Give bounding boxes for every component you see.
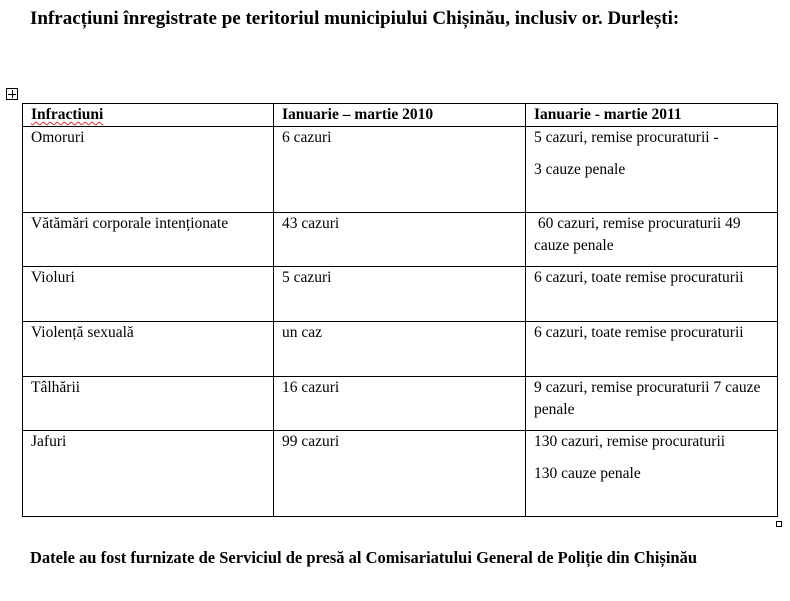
cases-2011-cell: [526, 127, 778, 213]
table-header-row: [23, 104, 778, 127]
crime-cell: Omoruri: [23, 127, 274, 213]
cases-2010-cell: un caz: [274, 322, 526, 377]
crime-cell: Jafuri: [23, 431, 274, 517]
header-2010: Ianuarie – martie 2010: [274, 104, 526, 127]
source-footnote: Datele au fost furnizate de Serviciul de presă al Comisariatului General de Poliție din Chișinău: [30, 548, 698, 567]
header-crimes-text: Infractiuni: [31, 106, 104, 123]
crime-cell: Violență sexuală: [23, 322, 274, 377]
table-row: [23, 377, 778, 431]
crime-statistics-table: [22, 103, 778, 517]
header-2011: [526, 104, 778, 127]
cases-2011-cell: 6 cazuri, toate remise procuraturii: [526, 267, 778, 322]
crime-cell: Violuri: [23, 267, 274, 322]
cases-2011-cell: 60 cazuri, remise procuraturii 49 cauze penale: [526, 213, 778, 267]
cases-2010-cell: 6 cazuri: [274, 127, 526, 213]
table-row: [23, 431, 778, 517]
cases-2010-cell: 16 cazuri: [274, 377, 526, 431]
crime-cell: Vătămări corporale intenționate: [23, 213, 274, 267]
cases-2011-text: 5 cazuri, remise procuraturii -: [534, 129, 719, 146]
cases-2010-cell: 5 cazuri: [274, 267, 526, 322]
table-row: [23, 127, 778, 213]
cases-2010-cell: 99 cazuri: [274, 431, 526, 517]
cases-2011-subtext: 3 cauze penale: [534, 161, 626, 178]
header-2011-text: Ianuarie - martie 2011: [534, 106, 682, 123]
document-title: Infracțiuni înregistrate pe teritoriul municipiului Chișinău, inclusiv or. Durlești:: [30, 8, 680, 29]
cases-2011-cell: 6 cazuri, toate remise procuraturii: [526, 322, 778, 377]
cases-2011-cell: [526, 431, 778, 517]
table-row: [23, 213, 778, 267]
cases-2010-cell: 43 cazuri: [274, 213, 526, 267]
table-row: [23, 322, 778, 377]
cases-2011-subtext: 130 cauze penale: [534, 465, 641, 482]
header-crimes: [23, 104, 274, 127]
crime-cell: Tâlhării: [23, 377, 274, 431]
table-row: [23, 267, 778, 322]
cases-2011-text: 130 cazuri, remise procuraturii: [534, 433, 726, 450]
cases-2011-cell: 9 cazuri, remise procuraturii 7 cauze penale: [526, 377, 778, 431]
table-move-handle-icon[interactable]: [6, 88, 18, 100]
table-resize-handle[interactable]: [776, 521, 782, 527]
